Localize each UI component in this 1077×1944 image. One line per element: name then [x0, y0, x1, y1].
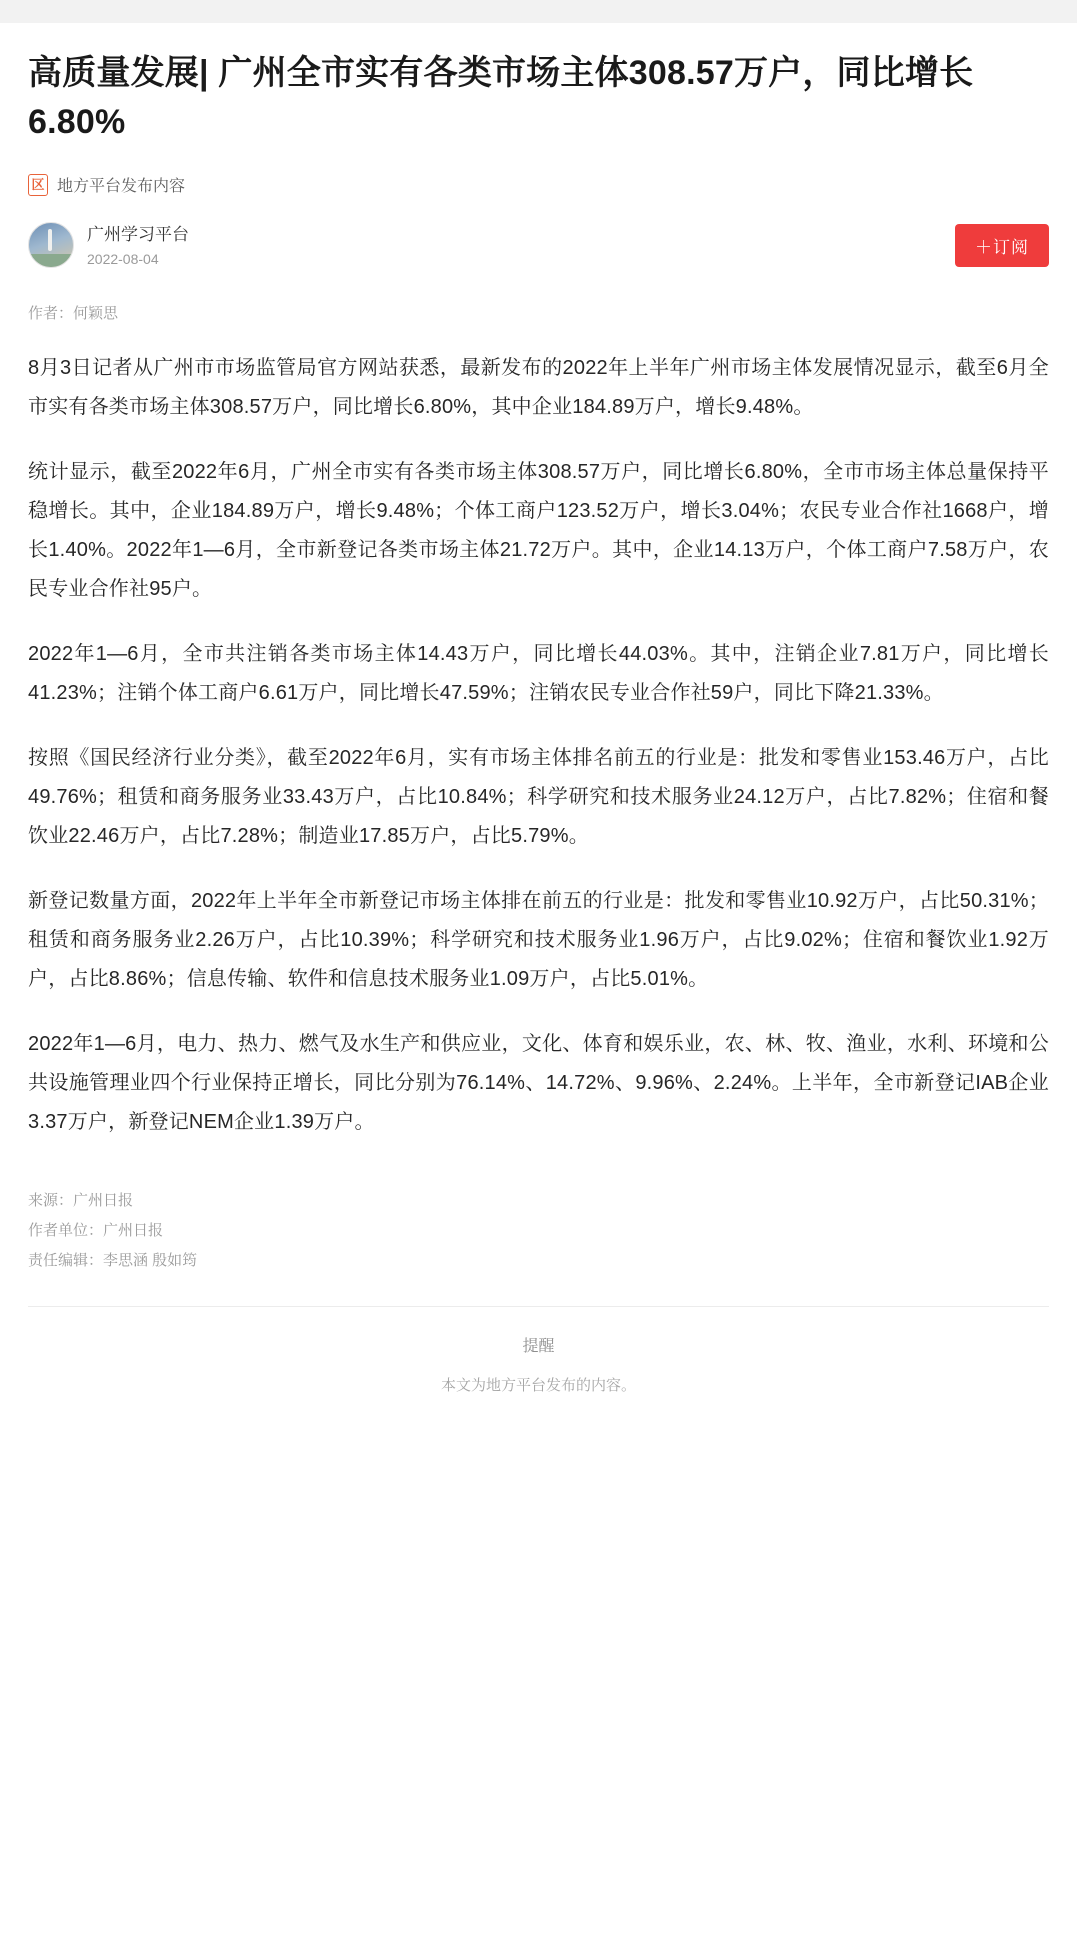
page-title: 高质量发展| 广州全市实有各类市场主体308.57万户，同比增长6.80% — [28, 53, 974, 142]
meta-source: 来源：广州日报 — [28, 1192, 134, 1210]
avatar[interactable] — [28, 222, 74, 268]
account-header — [28, 222, 1049, 268]
article-body — [28, 349, 1049, 1142]
platform-badge — [28, 173, 1049, 196]
article-page — [0, 23, 1077, 1944]
article-writer: 作者：何颖思 — [28, 305, 119, 323]
meta-author-unit: 作者单位：广州日报 — [28, 1222, 164, 1240]
account-name[interactable]: 广州学习平台 — [87, 224, 189, 244]
paragraph: 新登记数量方面，2022年上半年全市新登记市场主体排在前五的行业是：批发和零售业10.92万户，占比50.31%；租赁和商务服务业2.26万户，占比10.39%；科学研究和技术服务业1.96万户，占比9.02%；住宿和餐饮业1.92万户，占比8.86%；信息传输、软件和信息技术服务业1.09万户，占比5.01%。 — [28, 890, 1049, 991]
footer-title: 提醒 — [522, 1338, 555, 1356]
subscribe-button[interactable]: ＋订阅 — [955, 224, 1049, 267]
footer-note: 本文为地方平台发布的内容。 — [440, 1377, 636, 1395]
article-meta — [28, 1186, 1049, 1276]
platform-badge-label: 地方平台发布内容 — [57, 178, 186, 196]
meta-editor: 责任编辑：李思涵 殷如筠 — [28, 1252, 198, 1270]
paragraph: 按照《国民经济行业分类》，截至2022年6月，实有市场主体排名前五的行业是：批发和零售业153.46万户，占比49.76%；租赁和商务服务业33.43万户，占比10.84%；科学研究和技术服务业24.12万户，占比7.82%；住宿和餐饮业22.46万户，占比7.28%；制造业17.85万户，占比5.79%。 — [28, 747, 1049, 848]
paragraph: 统计显示，截至2022年6月，广州全市实有各类市场主体308.57万户，同比增长6.80%，全市市场主体总量保持平稳增长。其中，企业184.89万户，增长9.48%；个体工商户123.52万户，增长3.04%；农民专业合作社1668户，增长1.40%。2022年1—6月，全市新登记各类市场主体21.72万户。其中，企业14.13万户，个体工商户7.58万户，农民专业合作社95户。 — [28, 461, 1049, 601]
paragraph: 2022年1—6月，电力、热力、燃气及水生产和供应业，文化、体育和娱乐业，农、林、牧、渔业，水利、环境和公共设施管理业四个行业保持正增长，同比分别为76.14%、14.72%、9.96%、2.24%。上半年，全市新登记IAB企业3.37万户，新登记NEM企业1.39万户。 — [28, 1033, 1049, 1134]
account-meta — [87, 224, 955, 267]
publish-date: 2022-08-04 — [87, 250, 159, 267]
footer-notice — [28, 1307, 1049, 1435]
local-platform-icon: 区 — [28, 174, 48, 196]
paragraph: 2022年1—6月，全市共注销各类市场主体14.43万户，同比增长44.03%。其中，注销企业7.81万户，同比增长41.23%；注销个体工商户6.61万户，同比增长47.59%；注销农民专业合作社59户，同比下降21.33%。 — [28, 643, 1049, 705]
paragraph: 8月3日记者从广州市市场监管局官方网站获悉，最新发布的2022年上半年广州市场主体发展情况显示，截至6月全市实有各类市场主体308.57万户，同比增长6.80%，其中企业184.89万户，增长9.48%。 — [28, 357, 1049, 419]
